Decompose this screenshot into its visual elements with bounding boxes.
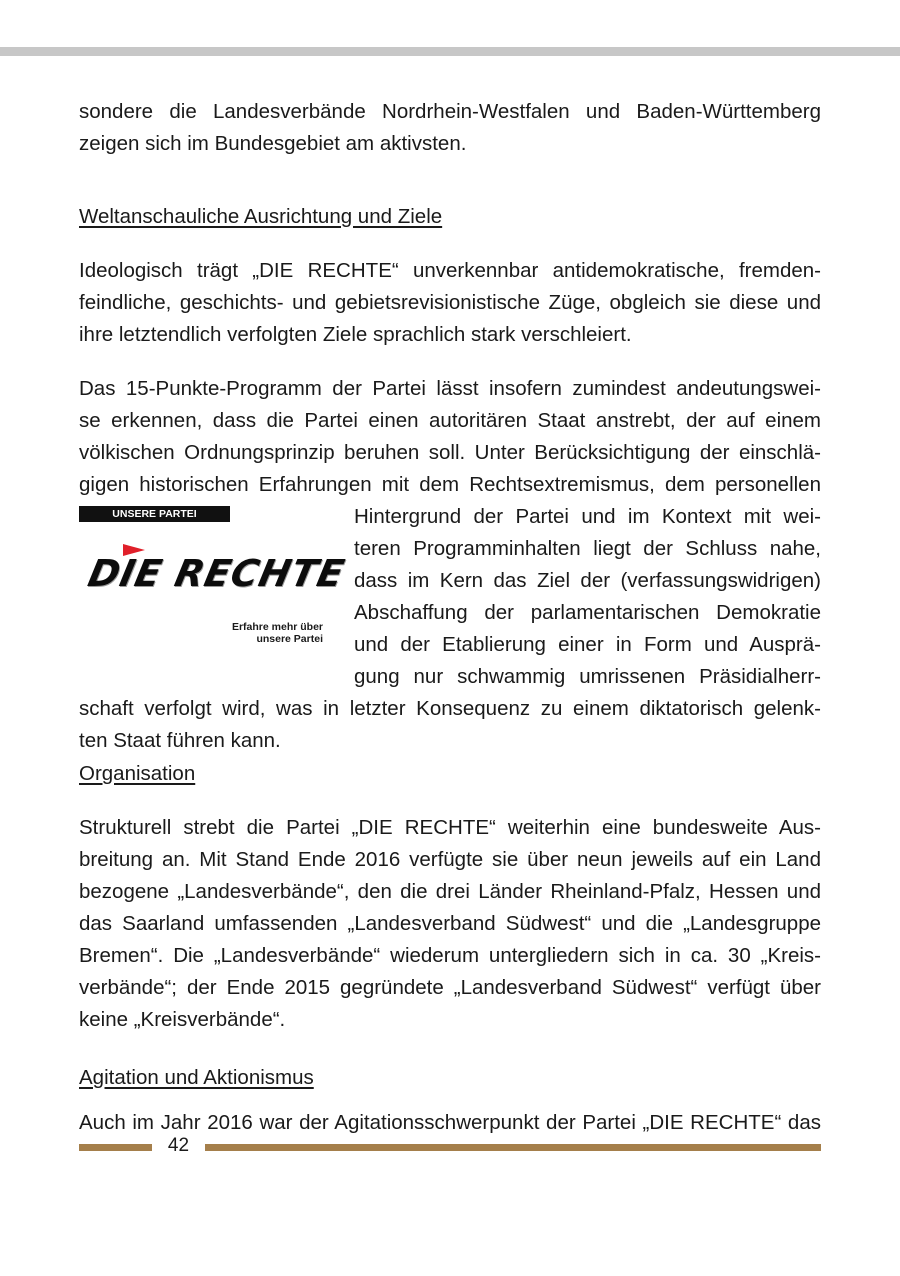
text-line: und der Etablierung einer in Form und Ausprä- <box>354 633 821 656</box>
text-line: Das 15-Punkte-Programm der Partei lässt insofern zumindest andeutungswei- <box>79 377 821 400</box>
text-line: bezogene „Landesverbände“, den die drei Länder Rheinland-Pfalz, Hessen und <box>79 880 821 903</box>
text-line: se erkennen, dass die Partei einen autoritären Staat anstrebt, der auf einem <box>79 409 821 432</box>
text-line: feindliche, geschichts- und gebietsrevisionistische Züge, obgleich sie diese und <box>79 291 821 314</box>
footer-rule-right <box>205 1144 821 1151</box>
page-number: 42 <box>167 1135 190 1156</box>
logo-banner: UNSERE PARTEI <box>79 506 230 522</box>
text-line: breitung an. Mit Stand Ende 2016 verfügte sie über neun jeweils auf ein Land <box>79 848 821 871</box>
text-line: gigen historischen Erfahrungen mit dem Rechtsextremismus, dem personellen <box>79 473 821 496</box>
text-line: zeigen sich im Bundesgebiet am aktivsten. <box>79 132 467 155</box>
logo-wordmark: DIE RECHTE <box>84 552 349 595</box>
section-heading-weltanschauung: Weltanschauliche Ausrichtung und Ziele <box>79 205 443 228</box>
section-heading-organisation: Organisation <box>79 762 196 785</box>
text-line: ihre letztendlich verfolgten Ziele sprachlich stark verschleiert. <box>79 323 632 346</box>
text-line: Strukturell strebt die Partei „DIE RECHTE“ weiterhin eine bundesweite Aus- <box>79 816 821 839</box>
text-line: keine „Kreisverbände“. <box>79 1008 286 1031</box>
header-divider <box>0 47 900 56</box>
text-line: Hintergrund der Partei und im Kontext mit wei- <box>354 505 821 528</box>
text-line: teren Programminhalten liegt der Schluss nahe, <box>354 537 821 560</box>
section-heading-agitation: Agitation und Aktionismus <box>79 1066 314 1089</box>
text-line: sondere die Landesverbände Nordrhein-Westfalen und Baden-Württemberg <box>79 100 821 123</box>
text-line: schaft verfolgt wird, was in letzter Konsequenz zu einem diktatorisch gelenk- <box>79 697 821 720</box>
text-line: Auch im Jahr 2016 war der Agitationsschwerpunkt der Partei „DIE RECHTE“ das <box>79 1111 821 1134</box>
text-line: verbände“; der Ende 2015 gegründete „Landesverband Südwest“ verfügt über <box>79 976 821 999</box>
text-line: gung nur schwammig umrissenen Präsidialherr- <box>354 665 821 688</box>
text-line: Bremen“. Die „Landesverbände“ wiederum untergliedern sich in ca. 30 „Kreis- <box>79 944 821 967</box>
text-line: Abschaffung der parlamentarischen Demokratie <box>354 601 821 624</box>
text-line: Ideologisch trägt „DIE RECHTE“ unverkennbar antidemokratische, fremden- <box>79 259 821 282</box>
text-line: ten Staat führen kann. <box>79 729 281 752</box>
text-line: völkischen Ordnungsprinzip beruhen soll. Unter Berücksichtigung der einschlä- <box>79 441 821 464</box>
text-line: das Saarland umfassenden „Landesverband Südwest“ und die „Landesgruppe <box>79 912 821 935</box>
party-logo-image <box>79 500 349 650</box>
footer-rule-left <box>79 1144 152 1151</box>
logo-cta-text: Erfahre mehr über unsere Partei <box>231 621 323 645</box>
text-line: dass im Kern das Ziel der (verfassungswidrigen) <box>354 569 821 592</box>
